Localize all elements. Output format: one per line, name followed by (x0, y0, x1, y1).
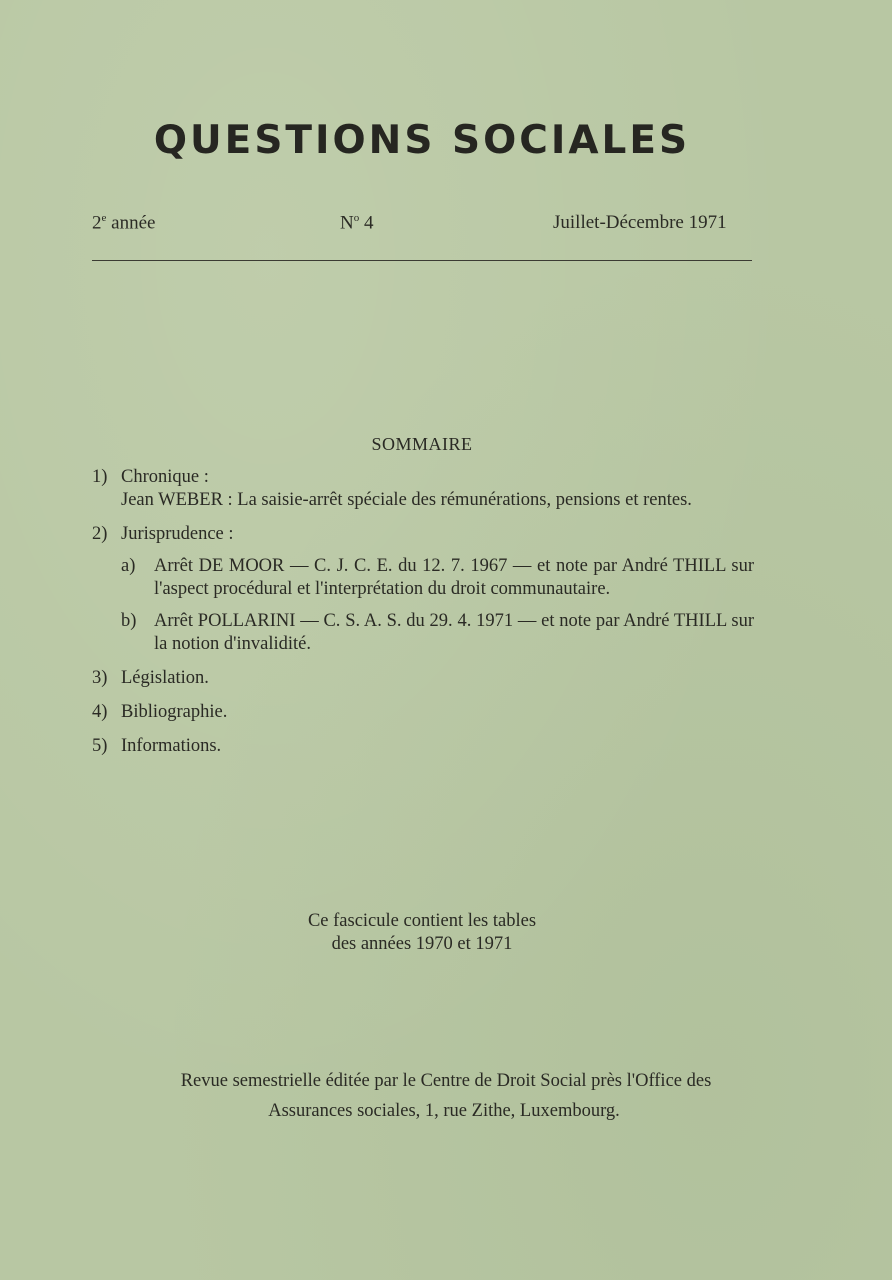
toc-item-heading: Chronique : (121, 467, 209, 487)
toc-item-heading: Bibliographie. (121, 702, 228, 722)
issue-number-sup: o (353, 212, 360, 224)
issue-number-value: 4 (363, 212, 374, 234)
toc-item-number: 2) (92, 524, 108, 544)
toc-subitem-text: Arrêt POLLARINI — C. S. A. S. du 29. 4. 1971 — et note par André THILL sur la notion d'invalidité. (154, 611, 754, 654)
header-divider (92, 260, 752, 261)
toc-item-heading: Législation. (121, 668, 209, 688)
toc-item-text: Jean WEBER : La saisie-arrêt spéciale des rémunérations, pensions et rentes. (121, 490, 692, 510)
toc-item-number: 5) (92, 736, 108, 756)
toc-item-heading: Informations. (121, 736, 222, 756)
footer-line-2: Assurances sociales, 1, rue Zithe, Luxembourg. (268, 1101, 620, 1121)
toc-item-heading: Jurisprudence : (121, 524, 234, 544)
toc-item-jurisprudence (92, 523, 754, 656)
toc-subitem-text: Arrêt DE MOOR — C. J. C. E. du 12. 7. 1967 — et note par André THILL sur l'aspect procédural et l'interprétation du droit communautaire. (154, 556, 754, 599)
publisher-footer (0, 1066, 892, 1126)
toc-subitem-letter: a) (121, 556, 136, 576)
toc-subitem-a (121, 555, 754, 601)
issue-year-number: 2 (92, 212, 102, 234)
issue-period: Juillet-Décembre 1971 (553, 212, 727, 233)
toc-item-number: 1) (92, 467, 108, 487)
toc-item-legislation (92, 667, 754, 690)
issue-number-label: N (340, 212, 354, 234)
tables-note-line-2: des années 1970 et 1971 (331, 934, 513, 954)
tables-note (0, 910, 868, 956)
sommaire-heading: SOMMAIRE (371, 434, 473, 454)
toc-item-informations (92, 735, 754, 758)
table-of-contents (92, 466, 754, 769)
issue-year (92, 212, 155, 234)
toc-subitem-b (121, 610, 754, 656)
issue-number (340, 212, 373, 234)
tables-note-line-1: Ce fascicule contient les tables (307, 911, 537, 931)
issue-year-word: année (111, 212, 156, 234)
toc-item-chronique (92, 466, 754, 512)
toc-subitem-letter: b) (121, 611, 137, 631)
toc-item-number: 4) (92, 702, 108, 722)
journal-title: QUESTIONS SOCIALES (153, 118, 691, 163)
footer-line-1: Revue semestrielle éditée par le Centre de Droit Social près l'Office des (180, 1071, 712, 1091)
issue-year-sup: e (101, 212, 107, 224)
toc-item-number: 3) (92, 668, 108, 688)
toc-item-bibliographie (92, 701, 754, 724)
